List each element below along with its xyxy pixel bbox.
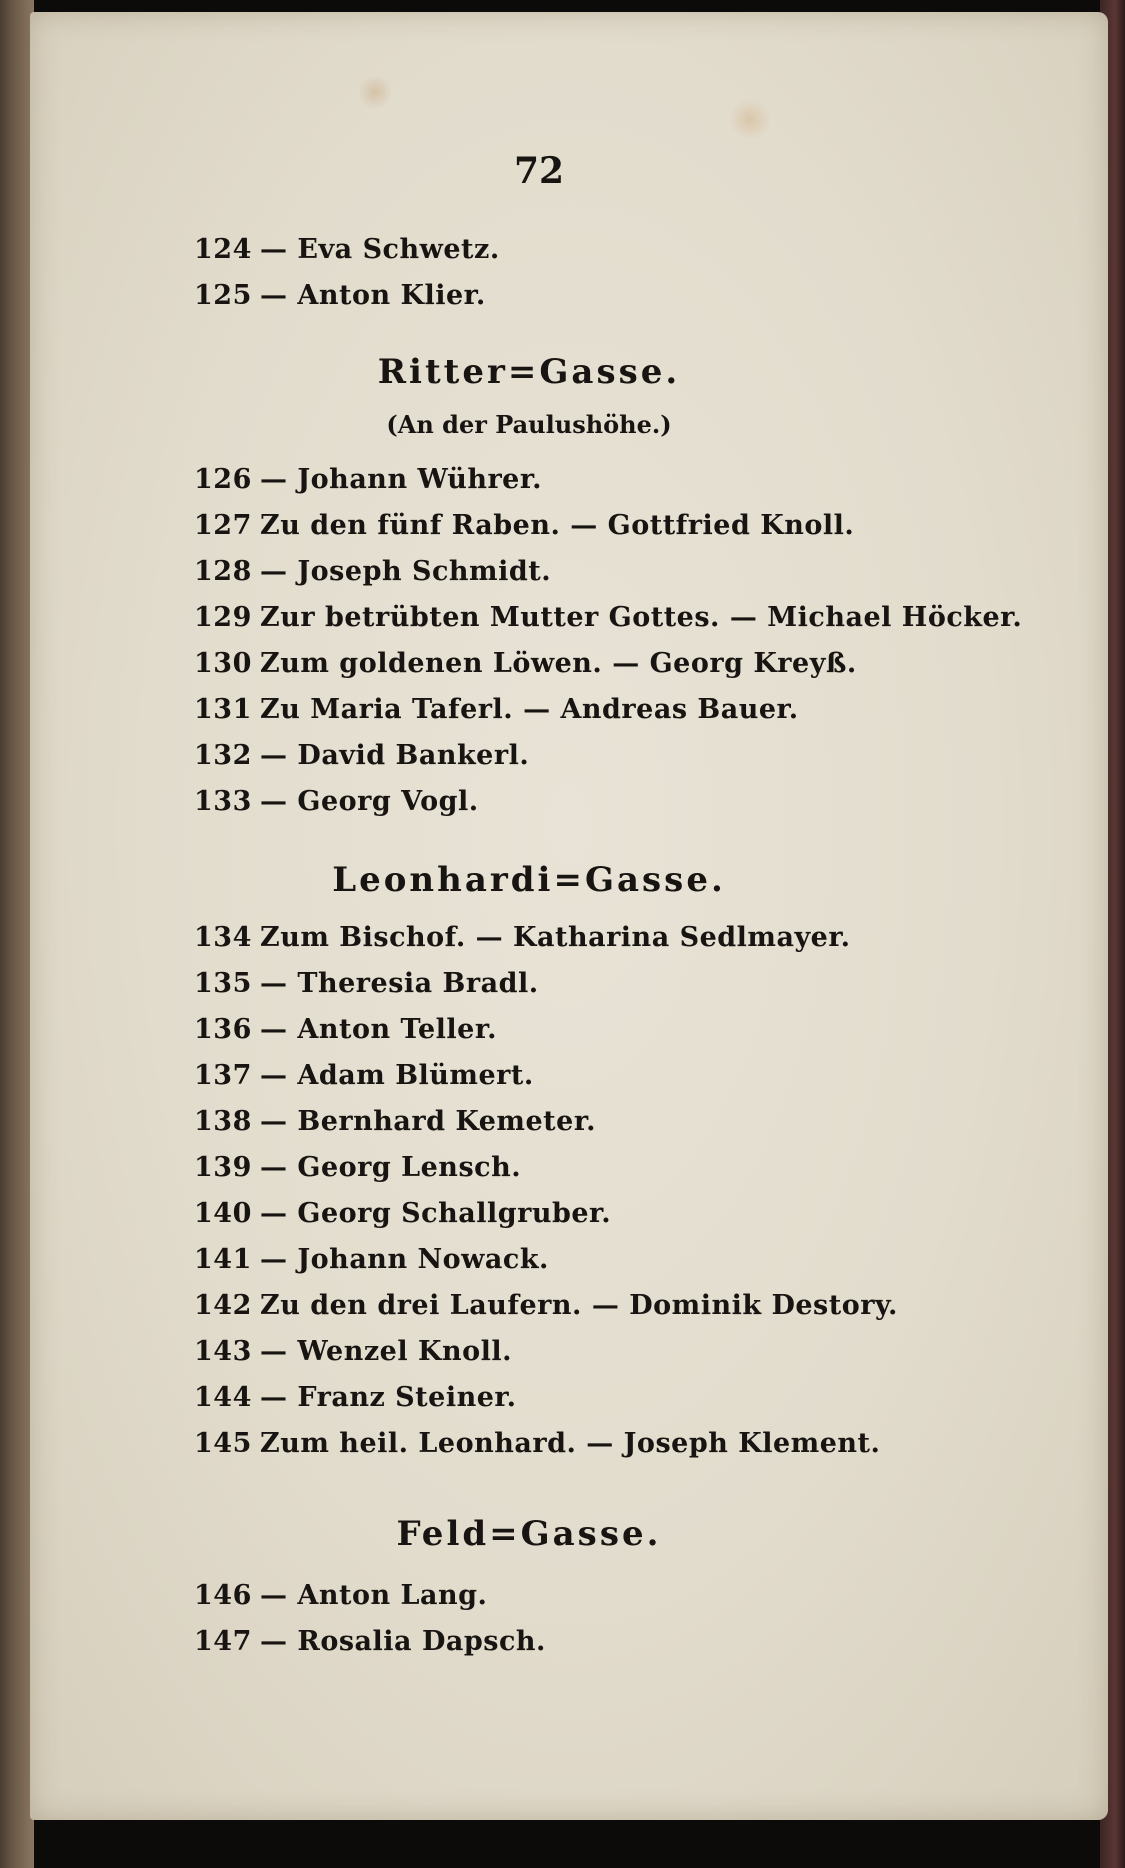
entry-124 (194, 234, 500, 265)
subheading-paulushoehe: (An der Paulushöhe.) (386, 410, 672, 439)
entry-140 (194, 1198, 611, 1229)
entry-134 (194, 922, 850, 953)
entry-text: Zu Maria Taferl. — Andreas Bauer. (260, 694, 799, 725)
house-number: 146 (194, 1580, 252, 1611)
entry-text: Zu den drei Laufern. — Dominik Destory. (260, 1290, 898, 1321)
entry-text: — Joseph Schmidt. (260, 556, 552, 587)
house-number: 138 (194, 1106, 252, 1137)
entry-145 (194, 1428, 880, 1459)
entry-127 (194, 510, 854, 541)
heading-feld-gasse: Feld=Gasse. (396, 1514, 662, 1554)
entry-text: — Anton Teller. (260, 1014, 497, 1045)
entry-text: — Wenzel Knoll. (260, 1336, 513, 1367)
house-number: 133 (194, 786, 252, 817)
house-number: 137 (194, 1060, 252, 1091)
house-number: 145 (194, 1428, 252, 1459)
house-number: 144 (194, 1382, 252, 1413)
heading-ritter-gasse: Ritter=Gasse. (377, 352, 681, 392)
entry-text: — Theresia Bradl. (260, 968, 539, 999)
entry-text: — Rosalia Dapsch. (260, 1626, 546, 1657)
house-number: 127 (194, 510, 252, 541)
entry-text: Zu den fünf Raben. — Gottfried Knoll. (260, 510, 855, 541)
entry-text: — Franz Steiner. (260, 1382, 517, 1413)
page (30, 12, 1108, 1820)
entry-142 (194, 1290, 898, 1321)
house-number: 126 (194, 464, 252, 495)
entry-text: — Anton Klier. (260, 280, 486, 311)
entry-text: Zum Bischof. — Katharina Sedlmayer. (260, 922, 851, 953)
house-number: 143 (194, 1336, 252, 1367)
entry-143 (194, 1336, 512, 1367)
entry-147 (194, 1626, 546, 1657)
entry-text: — Adam Blümert. (260, 1060, 534, 1091)
entry-text: — Anton Lang. (260, 1580, 488, 1611)
book-binding (0, 0, 34, 1868)
entry-136 (194, 1014, 497, 1045)
entry-131 (194, 694, 799, 725)
entry-128 (194, 556, 551, 587)
house-number: 141 (194, 1244, 252, 1275)
entry-129 (194, 602, 1022, 633)
entry-text: — Johann Nowack. (260, 1244, 549, 1275)
entry-text: — Georg Lensch. (260, 1152, 522, 1183)
entry-text: — Georg Schallgruber. (260, 1198, 612, 1229)
entry-text: Zum heil. Leonhard. — Joseph Klement. (260, 1428, 881, 1459)
entry-138 (194, 1106, 596, 1137)
entry-text: Zur betrübten Mutter Gottes. — Michael Höcker. (260, 602, 1023, 633)
page-number: 72 (513, 150, 565, 192)
house-number: 124 (194, 234, 252, 265)
house-number: 125 (194, 280, 252, 311)
entry-126 (194, 464, 542, 495)
entry-133 (194, 786, 479, 817)
house-number: 147 (194, 1626, 252, 1657)
entry-125 (194, 280, 486, 311)
entry-text: — David Bankerl. (260, 740, 530, 771)
entry-132 (194, 740, 529, 771)
house-number: 139 (194, 1152, 252, 1183)
house-number: 132 (194, 740, 252, 771)
house-number: 129 (194, 602, 252, 633)
entry-text: — Johann Wührer. (260, 464, 543, 495)
page-text (30, 12, 1108, 1820)
house-number: 136 (194, 1014, 252, 1045)
entry-137 (194, 1060, 534, 1091)
entry-text: — Bernhard Kemeter. (260, 1106, 596, 1137)
house-number: 134 (194, 922, 252, 953)
entry-130 (194, 648, 857, 679)
house-number: 128 (194, 556, 252, 587)
house-number: 131 (194, 694, 252, 725)
house-number: 140 (194, 1198, 252, 1229)
entry-135 (194, 968, 539, 999)
heading-leonhardi-gasse: Leonhardi=Gasse. (332, 860, 726, 900)
entry-141 (194, 1244, 549, 1275)
entry-text: Zum goldenen Löwen. — Georg Kreyß. (260, 648, 857, 679)
house-number: 142 (194, 1290, 252, 1321)
house-number: 135 (194, 968, 252, 999)
entry-text: — Georg Vogl. (260, 786, 479, 817)
house-number: 130 (194, 648, 252, 679)
entry-144 (194, 1382, 517, 1413)
entry-146 (194, 1580, 487, 1611)
entry-text: — Eva Schwetz. (260, 234, 500, 265)
entry-139 (194, 1152, 521, 1183)
